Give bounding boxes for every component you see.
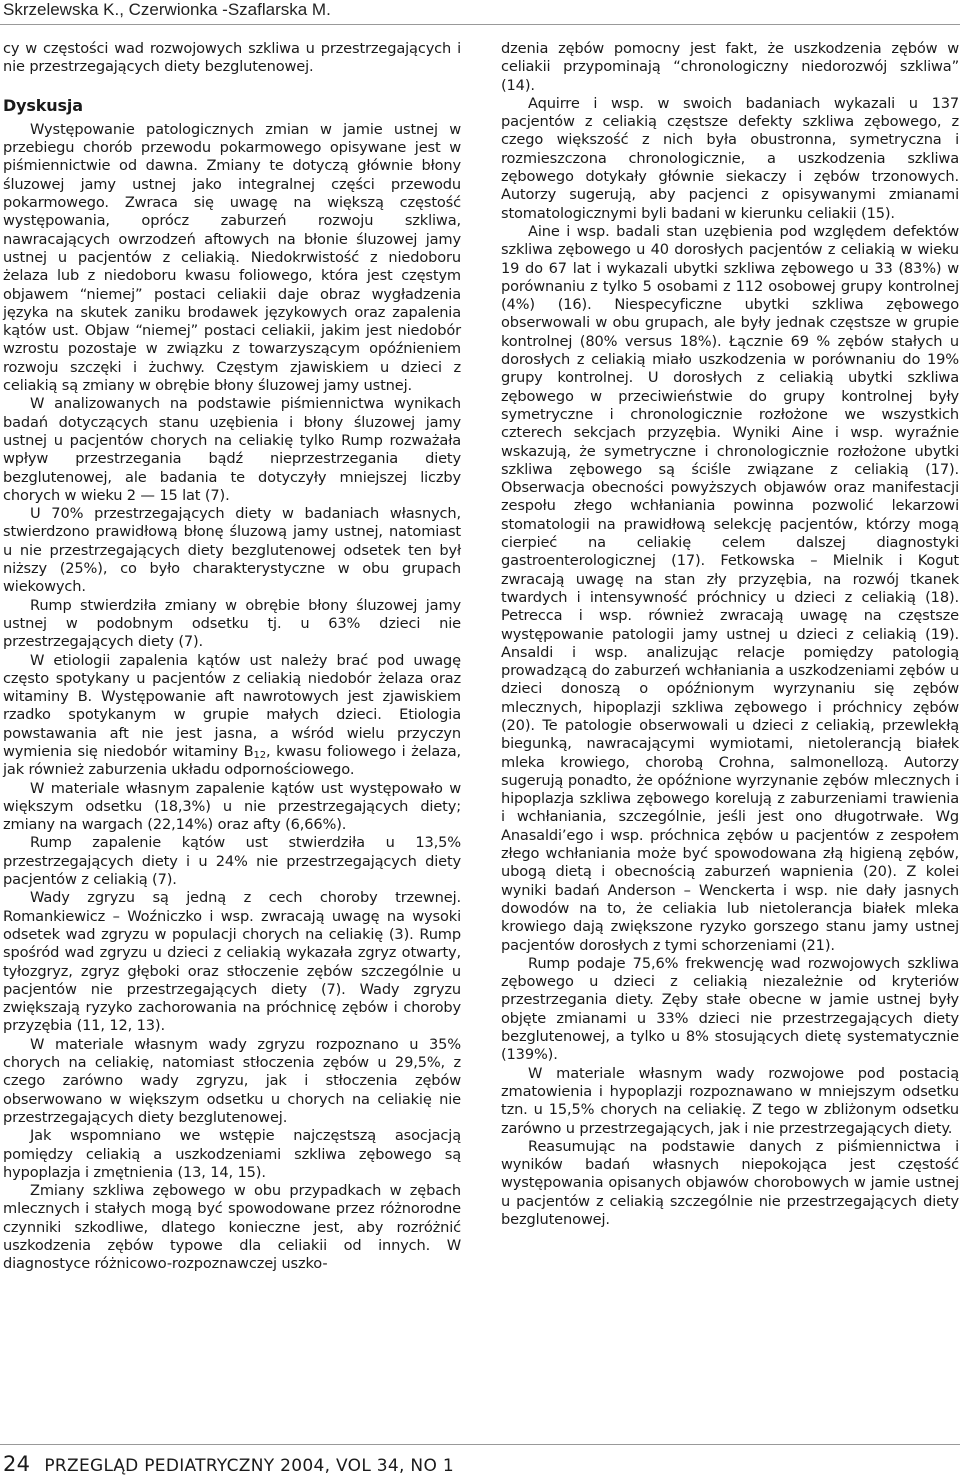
left-column (3, 40, 461, 1274)
paragraph-b12 (3, 652, 461, 780)
paragraph-text-tail: , kwasu foliowego i żelaza, jak również zaburzenia układu odpornościowego. (3, 742, 461, 779)
paragraph: U 70% przestrzegających diety w badaniach własnych, stwierdzono prawidłową błonę śluzową jamy ustnej, natomiast u nie przestrzegających diety bezglutenowej odsetek ten był niższy (25%), co było charakterystyczne w obu grupach wiekowych. (3, 505, 461, 596)
paragraph: W materiale własnym wady rozwojowe pod postacią zmatowienia i hypoplazji rozpoznawano w mniejszym odsetku tzn. u 15,5% chorych na celiakię. Z tego w zbliżonym odsetku zarówno u przestrzegających, jak i nie przestrzegających diety. (501, 1064, 959, 1137)
header-rule (0, 24, 960, 25)
paragraph: W materiale własnym zapalenie kątów ust występowało w większym odsetku (18,3%) u nie przestrzegających diety; zmiany na wargach (22,14%) oraz afty (6,66%). (3, 779, 461, 834)
right-column (501, 40, 959, 1229)
paragraph: Występowanie patologicznych zmian w jamie ustnej w przebiegu chorób przewodu pokarmowego opisywane jest w piśmiennictwie od dawna. Zmiany te dotyczą głównie błony śluzowej jamy ustnej jako integralnej części przewodu pokarmowego. Zwraca się uwagę na większą częstość występowania, oprócz zaburzeń rozwoju szkliwa, nawracających owrzodzeń aftowych na błonie śluzowej jamy ustnej u pacjentów z celiakią. Niedokrwistość z niedoboru żelaza lub z niedoboru kwasu foliowego, która jest częstym objawem “niemej” postaci celiakii daje obraz wygładzenia języka na skutek zaniku brodawek językowych oraz zapalenia kątów ust. Objaw “niemej” postaci celiakii, jakim jest niedobór wzrostu pozostaje w związku z towarzyszącym opóźnieniem rozwoju szczęki i żuchwy. Częstym zjawiskiem u dzieci z celiakią są zmiany w obrębie błony śluzowej jamy ustnej. (3, 120, 461, 395)
paragraph: Rump zapalenie kątów ust stwierdziła u 13,5% przestrzegających diety i u 24% nie przestrzegających diety pacjentów z celiakią (7). (3, 834, 461, 889)
paragraph: Jak wspomniano we wstępie najczęstszą asocjacją pomiędzy celiakią a uszkodzeniami szkliwa zębowego są hypoplazja i zmętnienia (13, 14, 15). (3, 1127, 461, 1181)
footer-rule (0, 1444, 960, 1445)
journal-title: PRZEGLĄD PEDIATRYCZNY 2004, VOL 34, NO 1 (44, 1456, 454, 1476)
paragraph: Wady zgryzu są jedną z cech choroby trzewnej. Romankiewicz – Woźniczko i wsp. zwracają uwagę na wysoki odsetek wad zgryzu w populacji chorych na celiakię (3). Rump spośród wad zgryzu u dzieci z celiakią wykazała zgryz otwarty, tyłozgryz, zgryz głęboki oraz stłoczenie zębów szczególnie u pacjentów nie przestrzegających diety (7). Wady zgryzu zwiększają ryzyko zachorowania na próchnicę zębów i choroby przyzębia (11, 12, 13). (3, 889, 461, 1035)
paragraph: Zmiany szkliwa zębowego w obu przypadkach w zębach mlecznych i stałych mogą być spowodowane przez różnorodne czynniki szkodliwe, dlatego konieczne jest, aby rozróżnić uszkodzenia zębów typowe dla celiakii od innych. W diagnostyce różnicowo-rozpoznawczej uszko- (3, 1182, 461, 1273)
running-head-authors: Skrzelewska K., Czerwionka -Szaflarska M. (3, 0, 331, 19)
paragraph: W materiale własnym wady zgryzu rozpoznano u 35% chorych na celiakię, natomiast stłoczenia zębów u 29,5%, z czego zarówno wady zgryzu, jak i stłoczenia zębów obserwowano w większym odsetku u chorych na celiakię nie przestrzegających diety bezglutenowej. (3, 1035, 461, 1126)
intro-paragraph: cy w częstości wad rozwojowych szkliwa u przestrzegających i nie przestrzegających diety bezglutenowej. (3, 40, 461, 76)
b12-subscript: 12 (253, 749, 266, 761)
page-footer (3, 1452, 454, 1476)
paragraph: Rump stwierdziła zmiany w obrębie błony śluzowej jamy ustnej w podobnym odsetku tj. u 63% dzieci nie przestrzegających diety (7). (3, 596, 461, 651)
paragraph: Aquirre i wsp. w swoich badaniach wykazali u 137 pacjentów z celiakią częstsze defekty szkliwa zębowego, z czego większość z nich była obustronna, symetryczna i rozmieszczona chronologicznie, a uszkodzenia szkliwa zębowego dotykały głównie siekaczy i zębów trzonowych. Autorzy sugerują, aby pacjenci z opisywanymi zmianami stomatologicznymi byli badani w kierunku celiakii (15). (501, 94, 959, 222)
paragraph-text: W etiologii zapalenia kątów ust należy brać pod uwagę często spotykany u pacjentów z celiakią niedobór żelaza oraz witaminy B. Występowanie aft nawrotowych jest zjawiskiem rzadko spotykanym w grupie małych dzieci. Etiologia powstawania aft nie jest jasna, a wśród wielu przyczyn wymienia się niedobór witaminy B (3, 651, 461, 760)
page-number: 24 (3, 1452, 31, 1476)
paragraph: W analizowanych na podstawie piśmiennictwa wynikach badań dotyczących stanu uzębienia i błony śluzowej jamy ustnej u pacjentów chorych na celiakię tylko Rump rozważała wpływ przestrzegania bądź nieprzestrzegania diety bezglutenowej, ale badania te dotyczyły mniejszej liczby chorych w wieku 2 — 15 lat (7). (3, 395, 461, 504)
paragraph: Aine i wsp. badali stan uzębienia pod względem defektów szkliwa zębowego u 40 dorosłych pacjentów z celiakią w wieku 19 do 67 lat i wykazali ubytki szkliwa zębowego u 33 (83%) w porównaniu z tylko 5 osobami z 112 osobowej grupy kontrolnej (4%) (16). Niespecyficzne ubytki szkliwa zębowego obserwowali w obu grupach, ale były jednak częstsze w grupie kontrolnej (80% versus 18%). Łącznie 69 % zębów stałych u dorosłych z celiakią miało uszkodzenia w porównaniu do 19% grupy kontrolnej. U dorosłych z celiakią ubytki szkliwa zębowego w przeciwieństwie do grupy kontrolnej były symetryczne i chronologicznie rozłożone we wszystkich czterech sekcjach przyzębia. Wyniki Aine i wsp. wyraźnie wskazują, że symetryczne i chronologicznie rozłożone ubytki szkliwa zębowego są ściśle związane z celiakią (17). Obserwacja obecności powyższych objawów oraz manifestacji zespołu złego wchłaniania powinna pozwolić lekarzowi stomatologii na prawidłową selekcję pacjentów, którzy mogą cierpieć na celiakię celem dalszej diagnostyki gastroenterologicznej (17). Fetkowska – Mielnik i Kogut zwracają uwagę na stan zły przyzębia, na rozwój tkanek twardych i intensywność próchnicy u dzieci z celiakią (18). Petrecca i wsp. również zwracają uwagę na częstsze występowanie patologii jamy ustnej u dzieci z celiakią (19). Ansaldi i wsp. analizując relacje pomiędzy patologią prowadzącą do zaburzeń wchłaniania a uszkodzeniami zębów u dzieci donoszą o opóźnionym wyrzynaniu się zębów mlecznych, hipoplazji szkliwa zębowego i próchnicy zębów (20). Te patologie obserwowali u dzieci z celiakią, przewlekłą biegunką, nawracającymi wymiotami, nietolerancją białek mleka krowiego, chorobą Crohna, salmonellozą. Autorzy sugerują ponadto, że opóźnione wyrzynanie zębów mlecznych i hipoplazja szkliwa zębowego korelują z zaburzeniami trawienia i wchłaniania, szczególnie, jeśli jest ono długotrwałe. Wg Anasaldi’ego i wsp. próchnica zębów u pacjentów z zespołem złego wchłaniania może być spowodowana złą higieną zębów, ubogą dietą i obecnością zaburzeń wapnienia (20). Z kolei wyniki badań Anderson – Wenckerta i wsp. nie dały jasnych dowodów na to, że celiakia lub nietolerancja białek mleka krowiego dają zwiększone ryzyko gorszego stanu jamy ustnej pacjentów dorosłych z tymi schorzeniami (21). (501, 222, 959, 954)
paragraph: Reasumując na podstawie danych z piśmiennictwa i wyników badań własnych niepokojąca jest częstość występowania opisanych objawów chorobowych w jamie ustnej u pacjentów z celiakią szczególnie nie przestrzegających diety bezglutenowej. (501, 1137, 959, 1228)
section-title: Dyskusja (3, 95, 83, 115)
paragraph-continued: dzenia zębów pomocny jest fakt, że uszkodzenia zębów w celiakii przypominają “chronologiczny niedorozwój szkliwa” (14). (501, 40, 959, 94)
paragraph: Rump podaje 75,6% frekwencję wad rozwojowych szkliwa zębowego u dzieci z celiakią niezależnie od kryteriów przestrzegania diety. Zęby stałe obecne w jamie ustnej były objęte zmianami u 33% dzieci nie przestrzegających diety bezglutenowej, a tylko u 8% stosujących dietę systematycznie (139%). (501, 954, 959, 1064)
